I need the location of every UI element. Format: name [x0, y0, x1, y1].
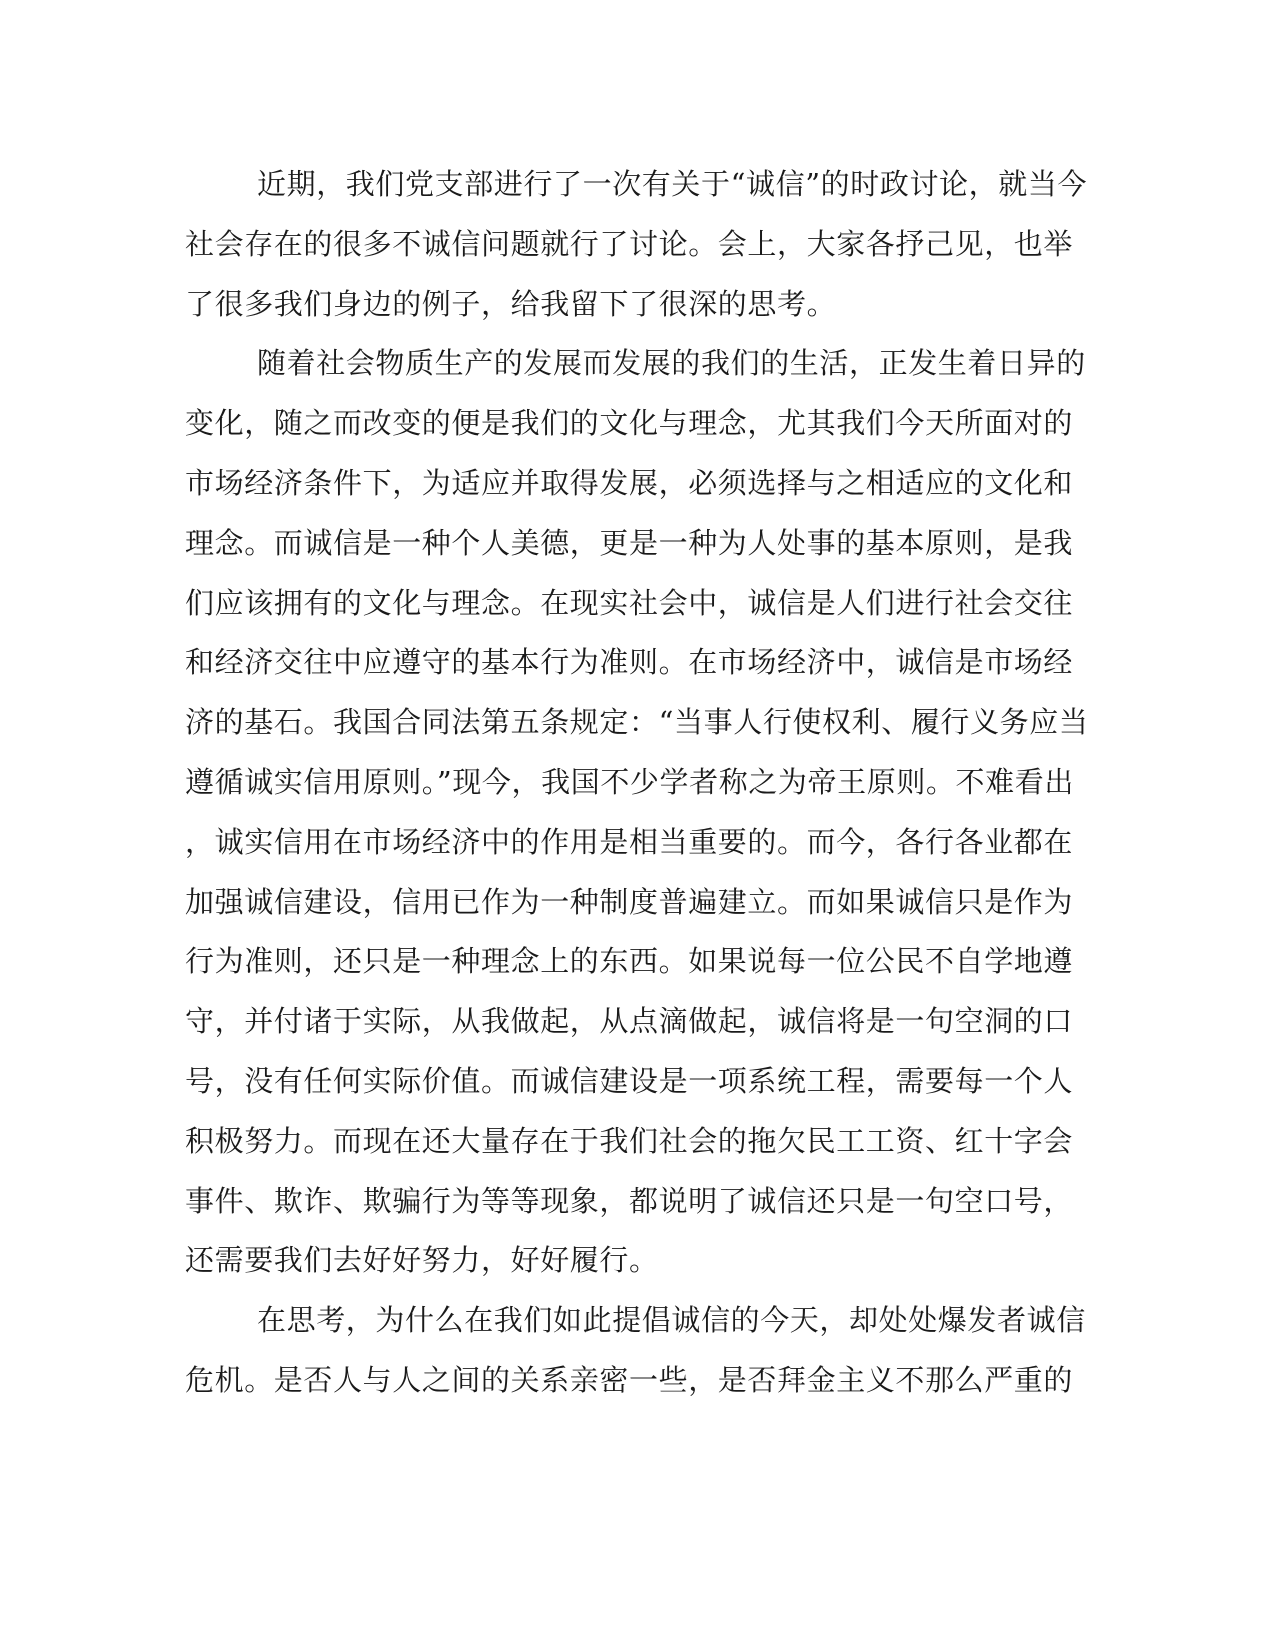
paragraph-2-line-6: 和经济交往中应遵守的基本行为准则。在市场经济中，诚信是市场经 [185, 645, 1074, 680]
paragraph-2-line-12: 守，并付诸于实际，从我做起，从点滴做起，诚信将是一句空洞的口 [185, 1004, 1074, 1039]
paragraph-2-line-14: 积极努力。而现在还大量存在于我们社会的拖欠民工工资、红十字会 [185, 1123, 1074, 1158]
paragraph-2-line-1: 随着社会物质生产的发展而发展的我们的生活，正发生着日异的 [257, 346, 1086, 381]
paragraph-2-line-8: 遵循诚实信用原则。”现今，我国不少学者称之为帝王原则。不难看出 [185, 764, 1074, 799]
paragraph-2-line-11: 行为准则，还只是一种理念上的东西。如果说每一位公民不自学地遵 [185, 944, 1074, 979]
paragraph-3-line-1: 在思考，为什么在我们如此提倡诚信的今天，却处处爆发者诚信 [257, 1303, 1086, 1338]
paragraph-2-line-16: 还需要我们去好好努力，好好履行。 [185, 1243, 659, 1278]
paragraph-2-line-15: 事件、欺诈、欺骗行为等等现象，都说明了诚信还只是一句空口号， [185, 1183, 1074, 1218]
paragraph-2-line-3: 市场经济条件下，为适应并取得发展，必须选择与之相适应的文化和 [185, 465, 1074, 500]
paragraph-1-line-2: 社会存在的很多不诚信问题就行了讨论。会上，大家各抒己见，也举 [185, 226, 1074, 261]
document-body [185, 155, 1089, 1411]
paragraph-2-line-4: 理念。而诚信是一种个人美德，更是一种为人处事的基本原则，是我 [185, 525, 1074, 560]
paragraph-2-line-10: 加强诚信建设，信用已作为一种制度普遍建立。而如果诚信只是作为 [185, 884, 1074, 919]
paragraph-1-line-3: 了很多我们身边的例子，给我留下了很深的思考。 [185, 286, 837, 321]
paragraph-2-line-9: ，诚实信用在市场经济中的作用是相当重要的。而今，各行各业都在 [185, 824, 1074, 859]
paragraph-2-line-7: 济的基石。我国合同法第五条规定：“当事人行使权利、履行义务应当 [185, 705, 1089, 740]
paragraph-3-line-2: 危机。是否人与人之间的关系亲密一些，是否拜金主义不那么严重的 [185, 1362, 1074, 1397]
paragraph-2-line-5: 们应该拥有的文化与理念。在现实社会中，诚信是人们进行社会交往 [185, 585, 1074, 620]
paragraph-2-line-13: 号，没有任何实际价值。而诚信建设是一项系统工程，需要每一个人 [185, 1063, 1074, 1098]
paragraph-1-line-1: 近期，我们党支部进行了一次有关于“诚信”的时政讨论，就当今 [257, 167, 1088, 201]
paragraph-2-line-2: 变化，随之而改变的便是我们的文化与理念，尤其我们今天所面对的 [185, 406, 1074, 441]
